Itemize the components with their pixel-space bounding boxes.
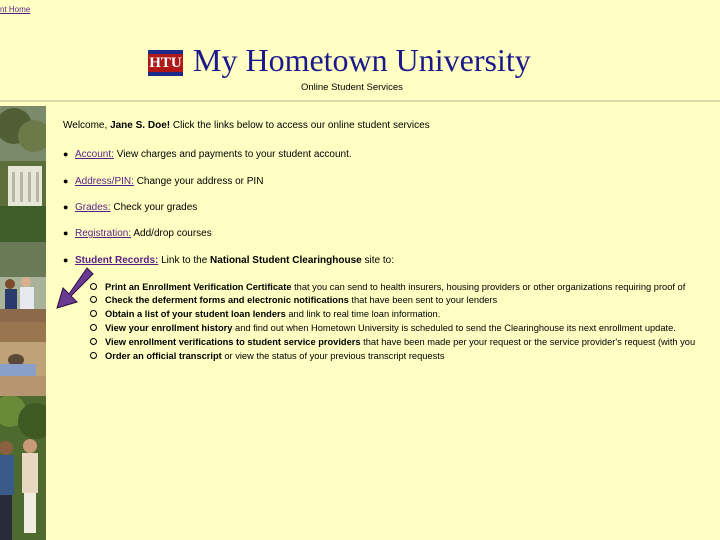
registration-desc: Add/drop courses <box>131 228 212 239</box>
sub-list-item <box>90 323 676 336</box>
bullet-icon: ● <box>63 176 69 186</box>
pointer-arrow-icon <box>53 266 95 310</box>
university-title: My Hometown University <box>193 42 531 78</box>
welcome-suffix: Click the links below to access our online student services <box>170 120 430 131</box>
sub-list-item <box>90 295 497 308</box>
list-item <box>63 149 352 160</box>
list-item <box>63 255 394 266</box>
grades-link[interactable]: Grades: <box>75 202 111 213</box>
student-reading-photo <box>0 322 46 396</box>
site-subtitle: Online Student Services <box>301 82 403 93</box>
student-name: Jane S. Doe! <box>110 120 171 131</box>
list-item <box>63 202 197 213</box>
bullet-icon: ● <box>63 255 69 265</box>
sub-item-text: or view the status of your previous transcript requests <box>221 351 445 361</box>
address-pin-desc: Change your address or PIN <box>133 176 264 187</box>
sub-item-bold: Print an Enrollment Verification Certificate <box>105 282 292 292</box>
student-records-desc-suffix: site to: <box>361 255 394 266</box>
grades-desc: Check your grades <box>110 202 198 213</box>
account-link[interactable]: Account: <box>75 149 114 160</box>
header-divider <box>0 100 720 102</box>
sub-item-text: that have been made per your request or the service provider's request (with you <box>360 337 696 347</box>
welcome-message <box>63 120 430 131</box>
sub-item-bold: Order an official transcript <box>105 351 222 361</box>
bullet-icon: ● <box>63 149 69 159</box>
bullet-icon: ● <box>63 202 69 212</box>
campus-building-photo <box>0 106 46 242</box>
sub-list-item <box>90 351 444 364</box>
sub-item-text: that you can send to health insurers, housing providers or other organizations requiring proof of <box>291 282 686 292</box>
students-sitting-photo <box>0 242 46 322</box>
sub-item-text: that have been sent to your lenders <box>348 295 498 305</box>
sub-list-item <box>90 309 440 322</box>
home-link[interactable]: nt Home <box>0 5 31 14</box>
student-records-link[interactable]: Student Records: <box>75 255 159 266</box>
university-logo: HTU <box>148 50 183 76</box>
address-pin-link[interactable]: Address/PIN: <box>75 176 134 187</box>
sub-item-text: and find out when Hometown University is scheduled to send the Clearinghouse its next enrollment update. <box>232 323 676 333</box>
sub-item-bold: Check the deferment forms and electronic notifications <box>105 295 349 305</box>
list-item <box>63 176 263 187</box>
sub-list-item <box>90 337 695 350</box>
campus-photo-strip <box>0 106 46 540</box>
circle-bullet-icon <box>90 338 97 345</box>
welcome-prefix: Welcome, <box>63 120 111 131</box>
registration-link[interactable]: Registration: <box>75 228 132 239</box>
sub-item-bold: Obtain a list of your student loan lenders <box>105 309 286 319</box>
circle-bullet-icon <box>90 352 97 359</box>
account-desc: View charges and payments to your student account. <box>113 149 352 160</box>
sub-item-bold: View enrollment verifications to student service providers <box>105 337 361 347</box>
clearinghouse-name: National Student Clearinghouse <box>210 255 362 266</box>
list-item <box>63 228 212 239</box>
circle-bullet-icon <box>90 310 97 317</box>
bullet-icon: ● <box>63 228 69 238</box>
sub-item-bold: View your enrollment history <box>105 323 233 333</box>
student-records-desc-prefix: Link to the <box>158 255 211 266</box>
sub-list-item <box>90 282 685 295</box>
sub-item-text: and link to real time loan information. <box>285 309 441 319</box>
circle-bullet-icon <box>90 324 97 331</box>
students-walking-photo <box>0 396 46 540</box>
